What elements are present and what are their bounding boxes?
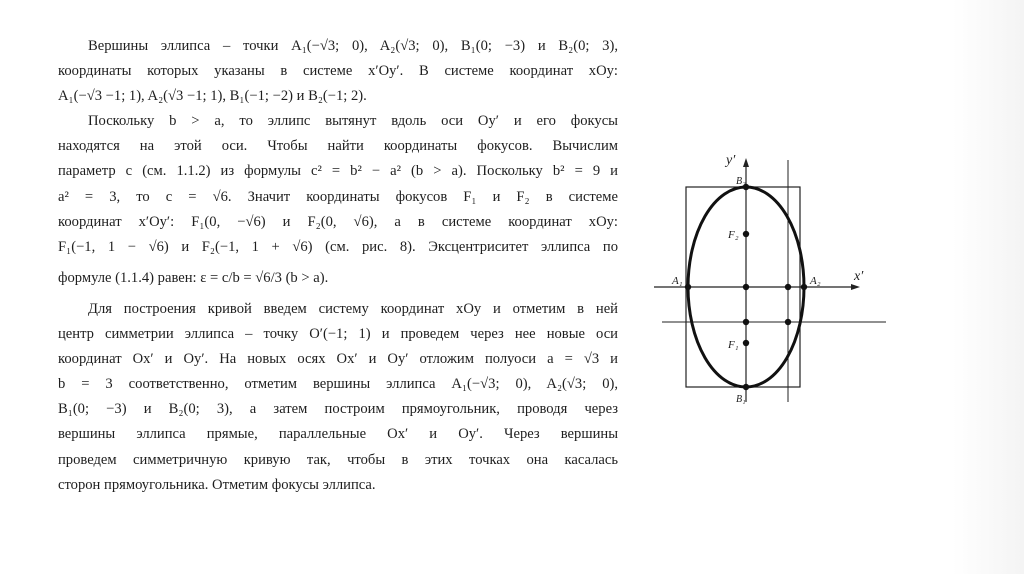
point-f2	[743, 231, 749, 237]
text-line: находятся на этой оси. Чтобы найти координаты фокусов. Вычислим	[58, 138, 618, 155]
label-a2: A₂	[810, 275, 821, 287]
text-line: a² = 3, то c = √6. Значит координаты фокусов F₁ и F₂ в системе	[58, 188, 618, 205]
text-line: A₁(−√3 −1; 1), A₂(√3 −1; 1), B₁(−1; −2) и B₂(−1; 2).	[58, 88, 367, 105]
label-x-prime: x′	[854, 269, 864, 284]
ellipse-diagram	[648, 140, 898, 410]
text-line: параметр c (см. 1.1.2) из формулы c² = b² − a² (b > a). Поскольку b² = 9 и	[58, 163, 618, 180]
text-body	[58, 34, 618, 498]
ellipse-figure	[648, 140, 898, 410]
text-line: центр симметрии эллипса – точку O′(−1; 1) и проведем через нее новые оси	[58, 326, 618, 343]
point-b1	[743, 384, 749, 390]
label-b2: B₂	[736, 176, 746, 187]
text-line: b = 3 соответственно, отметим вершины эллипса A₁(−√3; 0), A₂(√3; 0),	[58, 376, 618, 393]
label-f1: F₁	[728, 339, 739, 351]
x-prime-arrow	[851, 284, 860, 290]
point-a2	[801, 284, 807, 290]
text-line: Поскольку b > a, то эллипс вытянут вдоль оси Oy′ и его фокусы	[88, 113, 618, 130]
text-line: сторон прямоугольника. Отметим фокусы эллипса.	[58, 476, 376, 493]
label-a1: A₁	[672, 275, 683, 287]
text-line: Вершины эллипса – точки A₁(−√3; 0), A₂(√3; 0), B₁(0; −3) и B₂(0; 3),	[88, 38, 618, 54]
point-origin	[785, 319, 791, 325]
y-prime-arrow	[743, 158, 749, 167]
text-line: B₁(0; −3) и B₂(0; 3), а затем построим прямоугольник, проводя через	[58, 401, 618, 418]
text-line: проведем симметричную кривую так, чтобы в этих точках она касалась	[58, 451, 618, 468]
point-a1	[685, 284, 691, 290]
label-f2: F₂	[728, 229, 739, 241]
point-f1	[743, 340, 749, 346]
point-intersection	[785, 284, 791, 290]
label-b1: B₁	[736, 394, 746, 405]
text-line: координат x′Oy′: F₁(0, −√6) и F₂(0, √6), а в системе координат xOy:	[58, 213, 618, 230]
point-center	[743, 284, 749, 290]
text-line: координат Ox′ и Oy′. На новых осях Ox′ и Oy′ отложим полуоси a = √3 и	[58, 351, 618, 368]
text-line: вершины эллипса прямые, параллельные Ox′ и Oy′. Через вершины	[58, 426, 618, 443]
text-line: F₁(−1, 1 − √6) и F₂(−1, 1 + √6) (см. рис. 8). Эксцентриситет эллипса по	[58, 238, 618, 255]
text-line: формуле (1.1.4) равен: ε = c/b = √6/3 (b > a).	[58, 269, 329, 286]
text-line: координаты которых указаны в системе x′Oy′. В системе координат xOy:	[58, 63, 618, 80]
text-line: Для построения кривой введем систему координат xOy и отметим в ней	[88, 300, 618, 317]
point-axis-crossing	[743, 319, 749, 325]
label-y-prime: y′	[726, 153, 736, 168]
